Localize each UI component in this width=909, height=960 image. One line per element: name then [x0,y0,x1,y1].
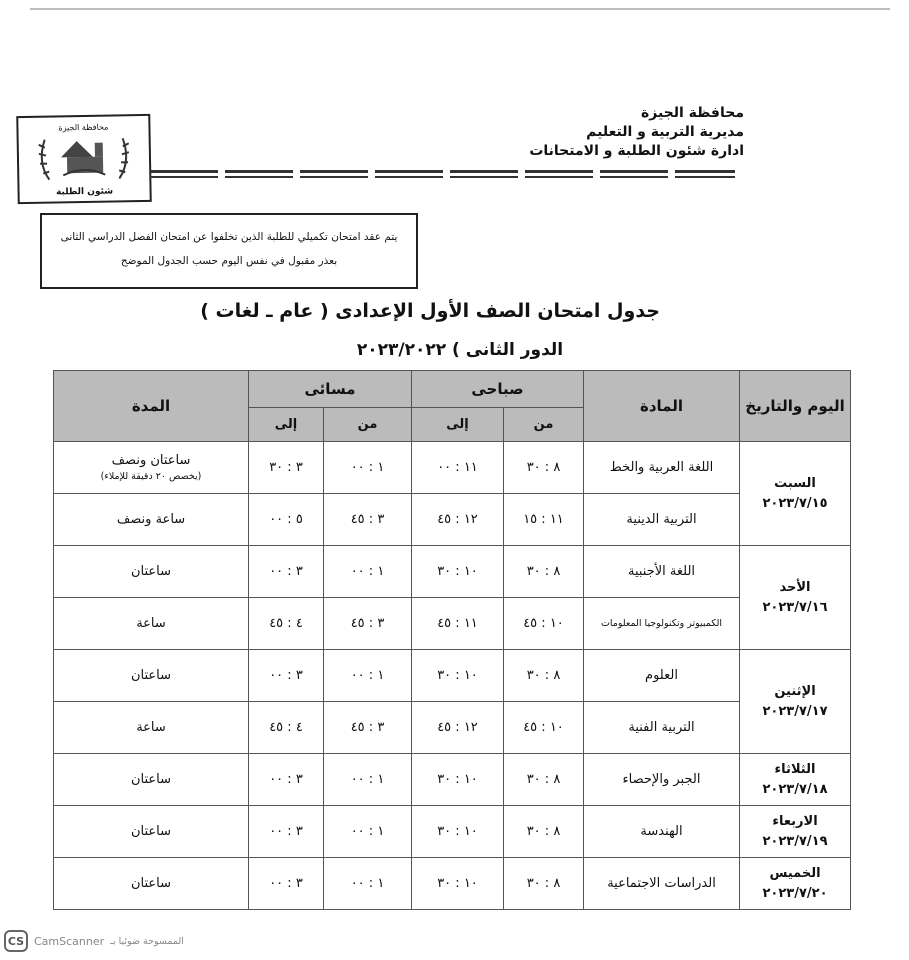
logo-bottom-text: شئون الطلبة [55,186,114,198]
evening-from-cell: ١ : ٠٠ [324,546,412,598]
evening-to-cell: ٣ : ٠٠ [249,650,324,702]
table-row [54,806,851,858]
day-cell [740,754,851,806]
day-cell [740,806,851,858]
day-cell [740,650,851,754]
exam-schedule-table [53,370,851,910]
duration-cell: ساعتان [54,546,249,598]
header-morning-to: إلى [412,408,504,442]
evening-from-cell: ١ : ٠٠ [324,754,412,806]
evening-to-cell: ٤ : ٤٥ [249,598,324,650]
day-name: الثلاثاء [774,761,816,777]
subject-cell: الجبر والإحصاء [584,754,740,806]
page-title: جدول امتحان الصف الأول الإعدادى ( عام ـ لغات ) [200,300,660,322]
evening-from-cell: ٣ : ٤٥ [324,598,412,650]
day-date: ٢٠٢٣/٧/١٦ [762,599,828,615]
scanner-brand: CamScanner [34,934,105,948]
day-name: السبت [774,475,816,491]
morning-from-cell: ٨ : ٣٠ [504,650,584,702]
evening-from-cell: ١ : ٠٠ [324,858,412,910]
header-evening-to: إلى [249,408,324,442]
table-row [54,598,851,650]
header-morning: صباحى [412,371,584,408]
day-name: الإثنين [774,683,816,699]
table-row [54,650,851,702]
evening-from-cell: ١ : ٠٠ [324,650,412,702]
page-subtitle: الدور الثانى ) ٢٠٢٣/٢٠٢٢ [356,340,564,360]
notice-line-2: بعذر مقبول في نفس اليوم حسب الجدول الموضح [120,255,338,267]
table-row [54,546,851,598]
logo [16,114,152,204]
table-row [54,754,851,806]
morning-from-cell: ١٠ : ٤٥ [504,598,584,650]
day-cell [740,858,851,910]
morning-from-cell: ٨ : ٣٠ [504,858,584,910]
morning-to-cell: ١١ : ٤٥ [412,598,504,650]
morning-from-cell: ٨ : ٣٠ [504,442,584,494]
duration-cell: ساعتان [54,650,249,702]
duration-cell: ساعتان [54,806,249,858]
day-date: ٢٠٢٣/٧/٢٠ [762,885,828,901]
subject-cell: اللغة الأجنبية [584,546,740,598]
subject-cell: الدراسات الاجتماعية [584,858,740,910]
day-date: ٢٠٢٣/٧/١٨ [762,781,828,797]
subject-cell: الهندسة [584,806,740,858]
header-divider [150,170,735,178]
evening-from-cell: ٣ : ٤٥ [324,702,412,754]
day-date: ٢٠٢٣/٧/١٧ [762,703,828,719]
morning-to-cell: ١٢ : ٤٥ [412,702,504,754]
table-row [54,858,851,910]
subject-cell: التربية الدينية [584,494,740,546]
scanner-caption: الممسوحة ضوئيا بـ [110,935,184,947]
duration-text: ساعتان ونصف [111,453,191,468]
evening-from-cell: ٣ : ٤٥ [324,494,412,546]
evening-to-cell: ٣ : ٠٠ [249,858,324,910]
morning-to-cell: ١١ : ٠٠ [412,442,504,494]
subject-cell: التربية الفنية [584,702,740,754]
table-row [54,442,851,494]
morning-from-cell: ٨ : ٣٠ [504,546,584,598]
subject-cell: اللغة العربية والخط [584,442,740,494]
department-name: ادارة شئون الطلبة و الامتحانات [529,143,744,159]
morning-from-cell: ١٠ : ٤٥ [504,702,584,754]
duration-cell: ساعة [54,702,249,754]
morning-to-cell: ١٠ : ٣٠ [412,858,504,910]
subject-cell: العلوم [584,650,740,702]
evening-to-cell: ٣ : ٣٠ [249,442,324,494]
scan-edge [30,8,890,10]
header-duration: المدة [54,371,249,442]
header-day: اليوم والتاريخ [740,371,851,442]
morning-from-cell: ١١ : ١٥ [504,494,584,546]
evening-to-cell: ٣ : ٠٠ [249,806,324,858]
day-cell [740,442,851,546]
logo-top-text: محافظة الجيزة [58,122,109,133]
header-subject: المادة [584,371,740,442]
governorate-name: محافظة الجيزة [640,105,744,121]
header-morning-from: من [504,408,584,442]
table-row [54,494,851,546]
morning-to-cell: ١٠ : ٣٠ [412,546,504,598]
morning-from-cell: ٨ : ٣٠ [504,806,584,858]
day-name: الأحد [779,579,811,595]
duration-cell: ساعتان [54,858,249,910]
header-evening-from: من [324,408,412,442]
notice-box [40,213,418,289]
day-date: ٢٠٢٣/٧/١٩ [762,833,828,849]
morning-to-cell: ١٠ : ٣٠ [412,650,504,702]
evening-from-cell: ١ : ٠٠ [324,442,412,494]
header-evening: مسائى [249,371,412,408]
notice-line-1: يتم عقد امتحان تكميلي للطلبة الذين تخلفوا عن امتحان الفصل الدراسي الثانى [60,231,398,243]
duration-note: (يخصص ٢٠ دقيقة للإملاء) [100,471,202,482]
letterhead [529,104,744,161]
duration-cell: ساعتان [54,754,249,806]
morning-to-cell: ١٠ : ٣٠ [412,754,504,806]
morning-from-cell: ٨ : ٣٠ [504,754,584,806]
day-cell [740,546,851,650]
scanner-watermark [4,928,184,954]
directorate-name: مديرية التربية و التعليم [586,124,744,140]
evening-to-cell: ٤ : ٤٥ [249,702,324,754]
morning-to-cell: ١٠ : ٣٠ [412,806,504,858]
day-name: الخميس [769,865,821,881]
evening-to-cell: ٥ : ٠٠ [249,494,324,546]
table-row [54,702,851,754]
evening-to-cell: ٣ : ٠٠ [249,754,324,806]
duration-cell: ساعة ونصف [54,494,249,546]
morning-to-cell: ١٢ : ٤٥ [412,494,504,546]
camscanner-icon: CS [4,930,28,952]
evening-to-cell: ٣ : ٠٠ [249,546,324,598]
day-date: ٢٠٢٣/٧/١٥ [762,495,828,511]
day-name: الاربعاء [772,813,818,829]
subject-cell: الكمبيوتر وتكنولوجيا المعلومات [584,598,740,650]
duration-cell [54,442,249,494]
evening-from-cell: ١ : ٠٠ [324,806,412,858]
duration-cell: ساعة [54,598,249,650]
